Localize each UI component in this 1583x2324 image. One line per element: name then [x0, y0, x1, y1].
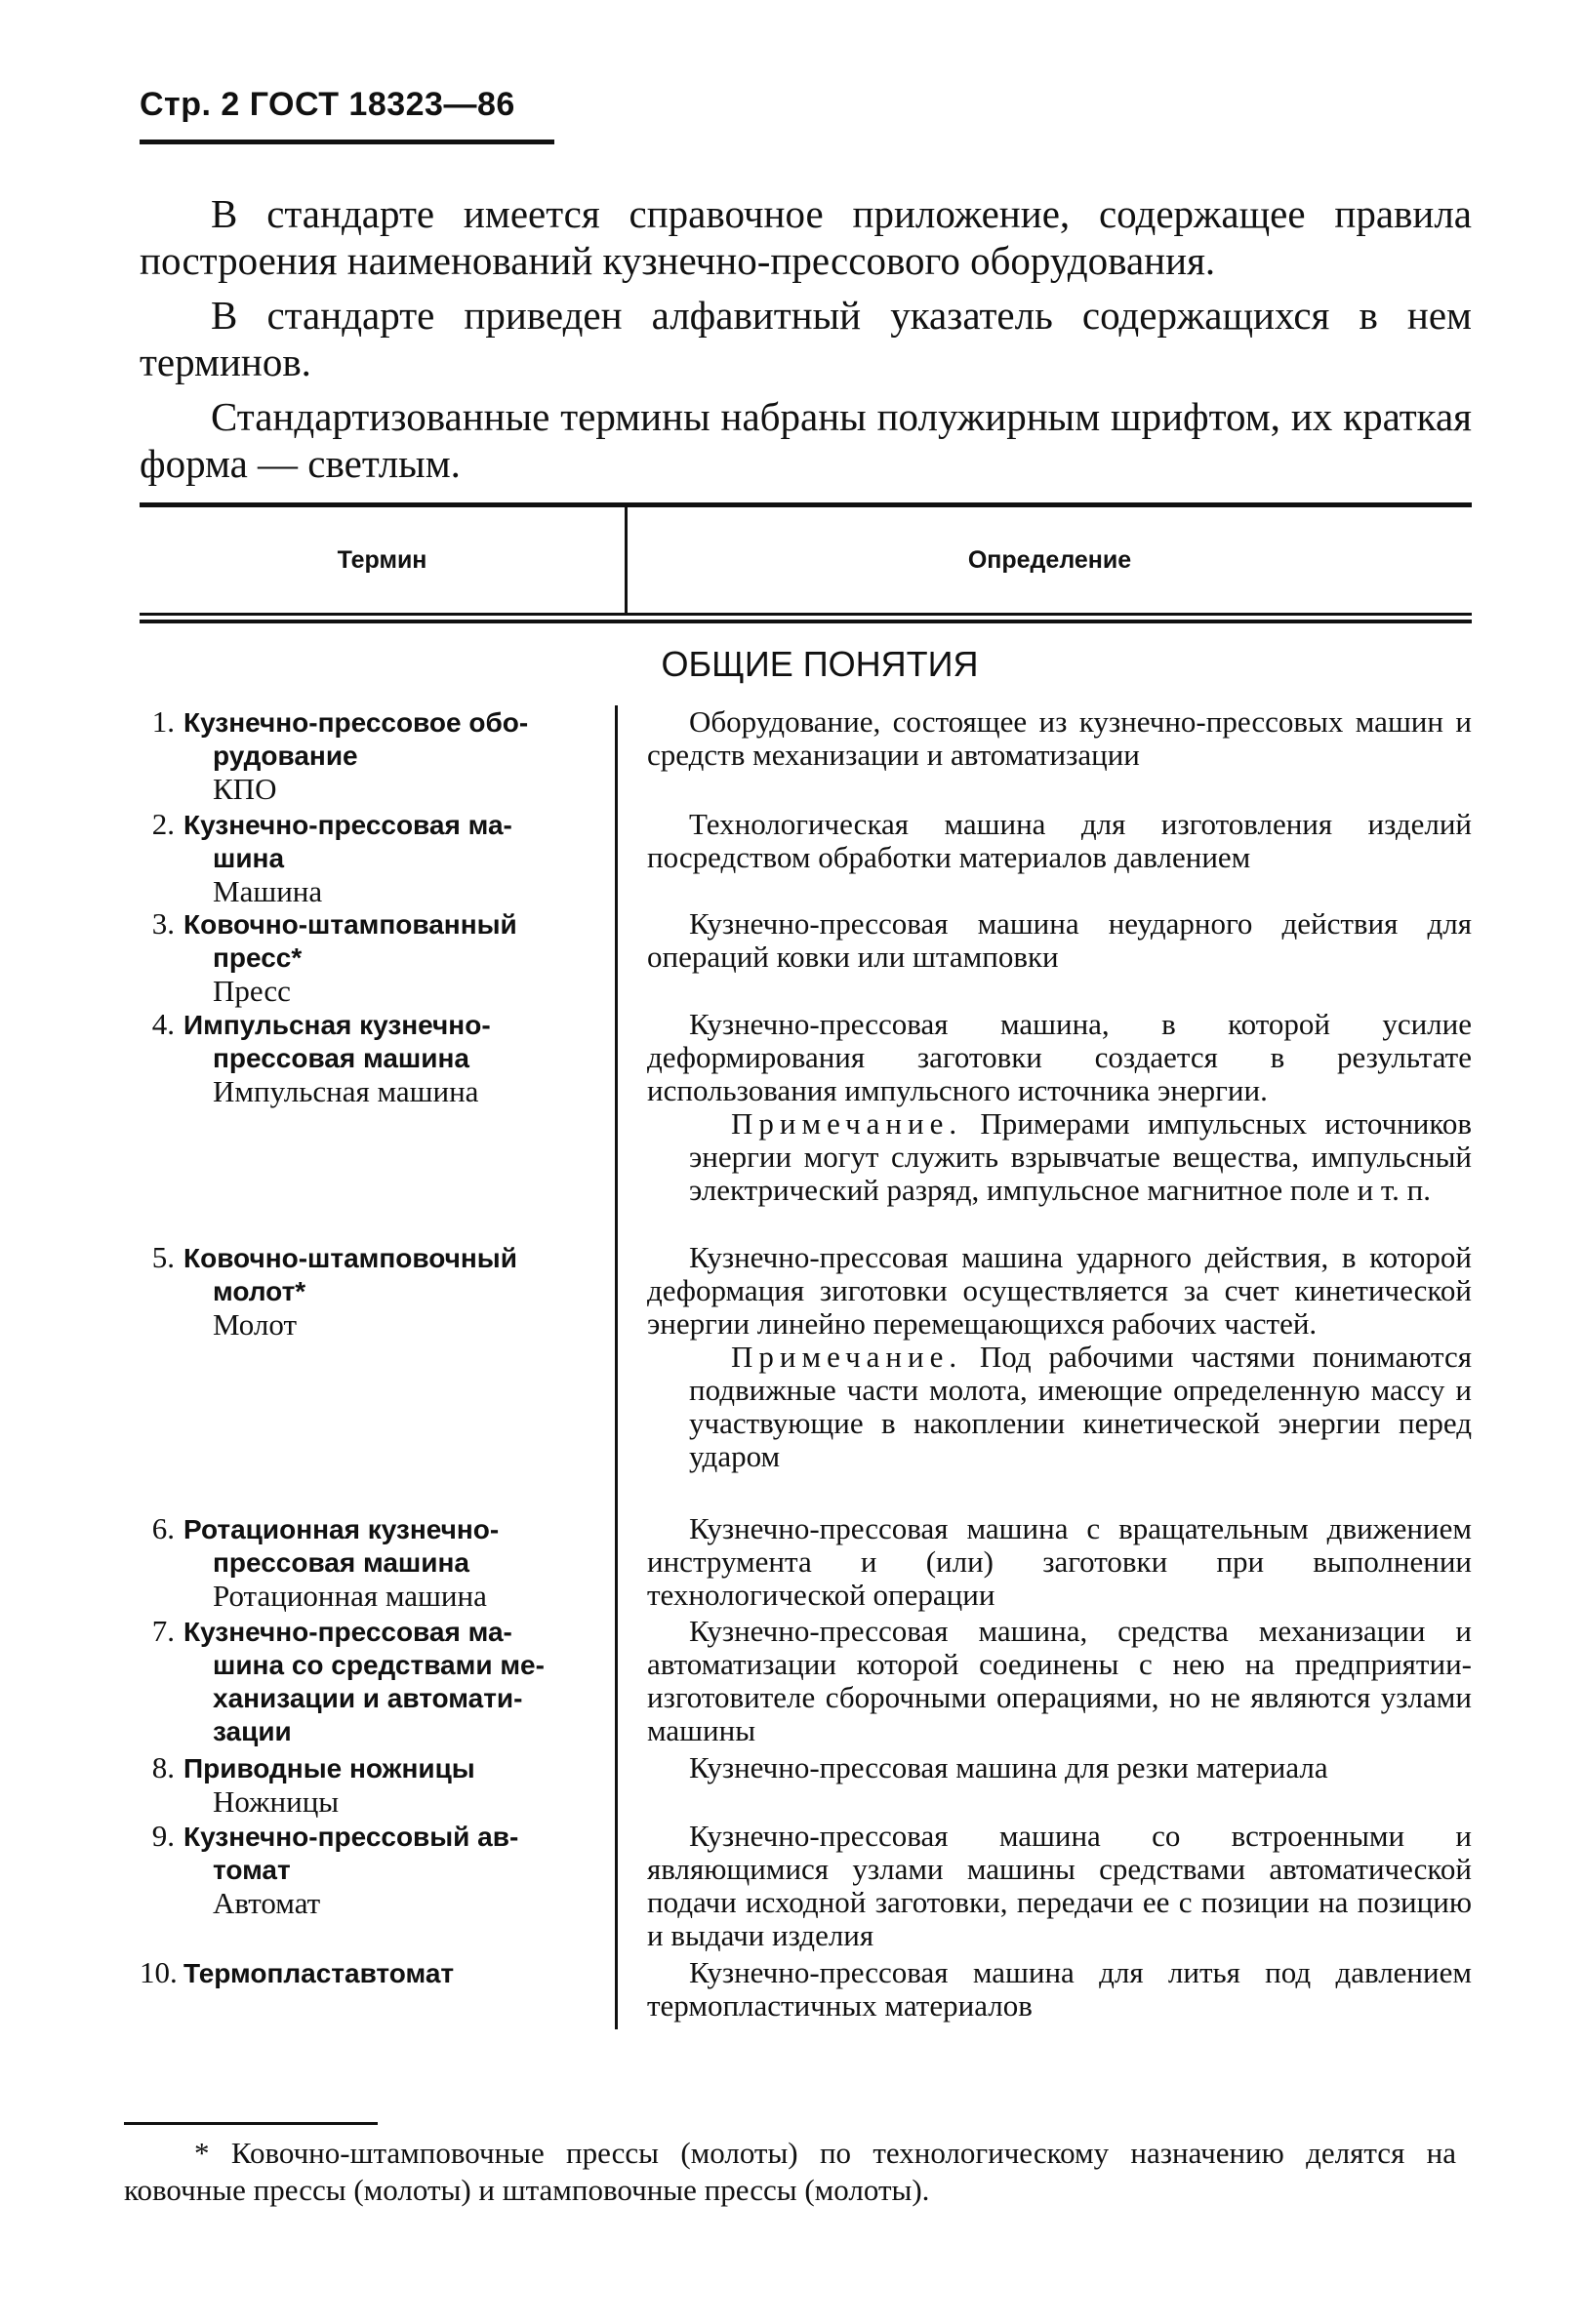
term-cell	[140, 1008, 606, 1108]
term-number: 3.	[151, 906, 175, 941]
term-full-cont: молот*	[213, 1276, 306, 1306]
definition-cell	[647, 808, 1472, 874]
term-full-cont: шина	[213, 843, 285, 873]
term-full-cont: рудование	[213, 741, 358, 771]
term-short: Молот	[213, 1307, 297, 1342]
term-full: Кузнечно-прессовая ма-	[183, 810, 512, 840]
term-number: 6.	[151, 1511, 175, 1545]
term-number: 9.	[151, 1819, 175, 1853]
term-cell	[140, 1241, 606, 1342]
definition-text: Кузнечно-прессовая машина, в которой усилие деформирования заготовки создается в результате использования импульсного источника энергии.	[647, 1007, 1472, 1107]
term-number: 8.	[151, 1750, 175, 1784]
definition-note	[647, 1107, 1472, 1207]
footnote-rule	[124, 2122, 378, 2125]
term-number: 1.	[151, 704, 175, 739]
term-short: Импульсная машина	[213, 1074, 479, 1108]
header-rule	[140, 140, 554, 144]
term-full: Термопластавтомат	[183, 1958, 455, 1988]
term-cell	[140, 907, 606, 1008]
column-header-term: Термин	[337, 546, 427, 574]
table-header-rule	[140, 613, 1472, 616]
term-number: 2.	[151, 807, 175, 841]
definition-text: Кузнечно-прессовая машина с вращательным движением инструмента и (или) заготовки при выполнении технологической операции	[647, 1511, 1472, 1612]
intro-paragraph: В стандарте приведен алфавитный указатель содержащихся в нем терминов.	[140, 293, 1472, 384]
term-short: Машина	[213, 874, 323, 908]
intro-paragraph: Стандартизованные термины набраны полужирным шрифтом, их краткая форма — светлым.	[140, 394, 1472, 486]
term-full-cont: шина со средствами ме-	[213, 1650, 545, 1680]
term-full: Кузнечно-прессовая ма-	[183, 1617, 512, 1647]
definition-text: Технологическая машина для изготовления изделий посредством обработки материалов давлением	[647, 807, 1472, 874]
term-cell	[140, 1820, 606, 1920]
definition-cell	[647, 1241, 1472, 1473]
term-full: Кузнечно-прессовый ав-	[183, 1822, 519, 1852]
term-full-cont: томат	[213, 1855, 291, 1885]
note-text: Примерами импульсных источников энергии могут служить взрывчатые вещества, импульсный электрический разряд, импульсное магнитное поле и т. п.	[689, 1106, 1472, 1207]
column-header-definition: Определение	[967, 546, 1132, 574]
definition-note	[647, 1341, 1472, 1473]
definition-text: Кузнечно-прессовая машина со встроенными и являющимися узлами машины средствами автоматической подачи исходной заготовки, передачи ее с позиции на позицию и выдачи изделия	[647, 1819, 1472, 1952]
term-cell	[140, 1615, 606, 1748]
table-top-rule	[140, 502, 1472, 507]
section-title: ОБЩИЕ ПОНЯТИЯ	[661, 644, 979, 684]
definition-text: Кузнечно-прессовая машина ударного действия, в которой деформация зиготовки осуществляется за счет кинетической энергии линейно перемещающихся рабочих частей.	[647, 1240, 1472, 1341]
term-number: 4.	[151, 1007, 175, 1041]
definition-cell	[647, 1512, 1472, 1612]
term-full-cont: прессовая машина	[213, 1547, 469, 1578]
term-full-cont: зации	[213, 1716, 292, 1746]
term-cell	[140, 705, 606, 806]
term-short: Автомат	[213, 1886, 321, 1920]
page-header: Стр. 2 ГОСТ 18323—86	[140, 86, 515, 123]
term-cell	[140, 808, 606, 908]
term-full: Ковочно-штамповочный	[183, 1243, 517, 1273]
note-text: Под рабочими частями понимаются подвижные части молота, имеющие определенную массу и участвующие в накоплении кинетической энергии перед ударом	[689, 1340, 1473, 1473]
definition-text: Оборудование, состоящее из кузнечно-прессовых машин и средств механизации и автоматизации	[647, 704, 1472, 772]
term-full: Ротационная кузнечно-	[183, 1514, 500, 1544]
term-full: Кузнечно-прессовое обо-	[183, 707, 529, 738]
definition-cell	[647, 1751, 1472, 1784]
definition-text: Кузнечно-прессовая машина, средства механизации и автоматизации которой соединены с нею на предприятии-изготовителе сборочными операциями, но не являются узлами машины	[647, 1614, 1472, 1747]
term-full-cont: ханизации и автомати-	[213, 1683, 523, 1713]
note-label: Примечание.	[731, 1106, 963, 1141]
definition-cell	[647, 1615, 1472, 1747]
term-full-cont: прессовая машина	[213, 1043, 469, 1073]
term-short: Ножницы	[213, 1784, 340, 1819]
term-short: Пресс	[213, 974, 291, 1008]
term-cell	[140, 1751, 606, 1819]
term-full: Приводные ножницы	[183, 1753, 475, 1783]
term-short: Ротационная машина	[213, 1579, 487, 1613]
term-number: 5.	[151, 1240, 175, 1274]
definition-cell	[647, 705, 1472, 772]
term-full-cont: пресс*	[213, 942, 303, 973]
note-label: Примечание.	[731, 1340, 963, 1374]
definition-cell	[647, 1956, 1472, 2023]
definition-text: Кузнечно-прессовая машина для резки материала	[689, 1750, 1328, 1784]
term-full: Ковочно-штампованный	[183, 909, 517, 940]
table-header-rule	[140, 620, 1472, 623]
column-separator	[615, 705, 618, 2029]
term-number: 10.	[140, 1955, 178, 1989]
definition-cell	[647, 1008, 1472, 1207]
term-short: КПО	[213, 772, 277, 806]
footnote: * Ковочно-штамповочные прессы (молоты) по технологическому назначению делятся на ковочные прессы (молоты) и штамповочные прессы (молоты).	[124, 2136, 1456, 2207]
definition-text: Кузнечно-прессовая машина для литья под давлением термопластичных материалов	[647, 1955, 1472, 2023]
intro-paragraph: В стандарте имеется справочное приложение, содержащее правила построения наименований кузнечно-прессового оборудования.	[140, 191, 1472, 283]
term-full: Импульсная кузнечно-	[183, 1010, 491, 1040]
definition-text: Кузнечно-прессовая машина неударного действия для операций ковки или штамповки	[647, 906, 1472, 974]
term-cell	[140, 1956, 606, 1990]
term-cell	[140, 1512, 606, 1613]
term-number: 7.	[151, 1614, 175, 1648]
definition-cell	[647, 907, 1472, 974]
intro-text	[140, 190, 1472, 495]
definition-cell	[647, 1820, 1472, 1952]
